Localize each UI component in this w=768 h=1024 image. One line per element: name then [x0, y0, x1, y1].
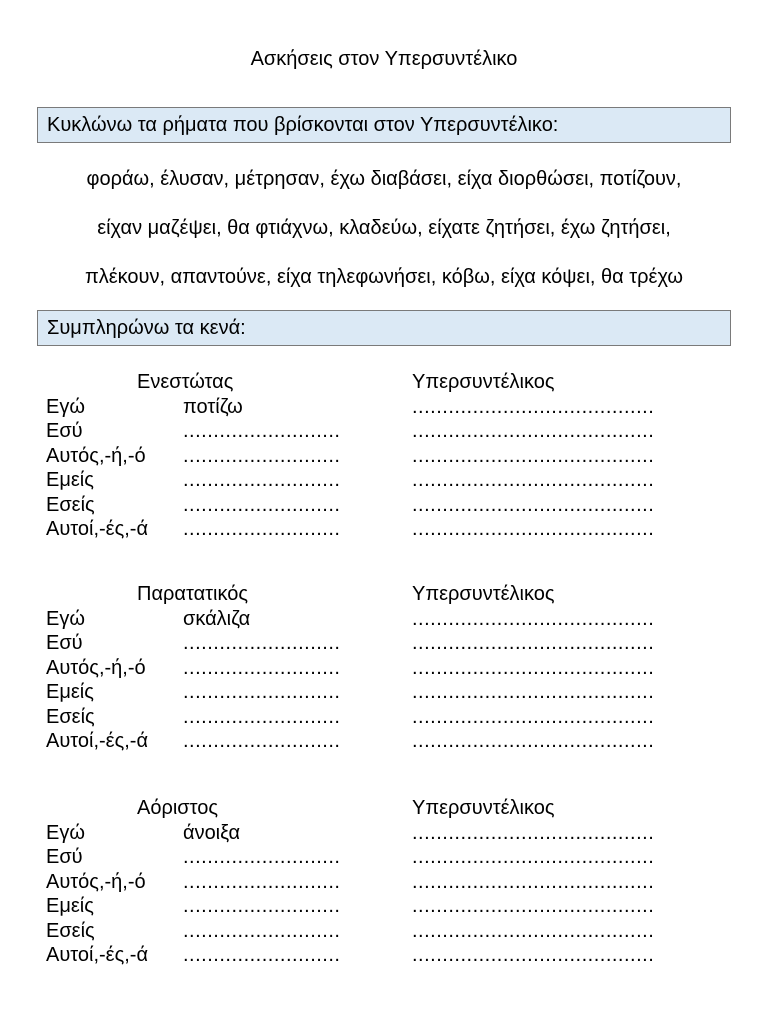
answer-blank[interactable]: ........................................ [412, 895, 655, 917]
pronoun: Αυτός,-ή,-ό [46, 656, 146, 679]
form-blank[interactable]: .......................... [183, 944, 341, 966]
table-header [46, 582, 746, 607]
given-form: σκάλιζα [183, 607, 251, 630]
form-blank[interactable]: .......................... [183, 895, 341, 917]
given-form: άνοιξα [183, 821, 241, 844]
pronoun: Εμείς [46, 895, 94, 917]
table-row [46, 919, 746, 944]
answer-blank[interactable]: ........................................ [412, 493, 655, 516]
fill-blanks-instruction: Συμπληρώνω τα κενά: [37, 310, 731, 346]
table-row [46, 870, 746, 895]
verb-line[interactable]: είχαν μαζέψει, θα φτιάχνω, κλαδεύω, είχατε ζητήσει, έχω ζητήσει, [97, 217, 671, 239]
conjugation-table-imperfect [46, 582, 746, 754]
form-blank[interactable]: .......................... [183, 730, 341, 752]
pronoun: Εσείς [46, 493, 95, 516]
answer-blank[interactable]: ........................................ [412, 821, 655, 844]
table-header [46, 370, 746, 395]
pronoun: Αυτοί,-ές,-ά [46, 518, 149, 540]
table-row [46, 821, 746, 846]
form-blank[interactable]: .......................... [183, 705, 341, 728]
answer-blank[interactable]: ........................................ [412, 919, 655, 942]
form-blank[interactable]: .......................... [183, 420, 341, 442]
pronoun: Εγώ [46, 821, 85, 844]
form-blank[interactable]: .......................... [183, 493, 341, 516]
pronoun: Εσύ [46, 632, 83, 654]
table-row [46, 493, 746, 518]
pronoun: Εσύ [46, 846, 83, 868]
table-row [46, 680, 746, 705]
verb-line[interactable]: πλέκουν, απαντούνε, είχα τηλεφωνήσει, κόβω, είχα κόψει, θα τρέχω [84, 266, 684, 288]
pronoun: Εμείς [46, 469, 94, 491]
verb-list [0, 168, 768, 315]
answer-blank[interactable]: ........................................ [412, 395, 655, 418]
answer-blank[interactable]: ........................................ [412, 420, 655, 442]
form-blank[interactable]: .......................... [183, 656, 341, 679]
table-row [46, 419, 746, 444]
pronoun: Αυτός,-ή,-ό [46, 444, 146, 467]
form-blank[interactable]: .......................... [183, 846, 341, 868]
tense-header: Παρατατικός [137, 583, 248, 605]
pronoun: Εσείς [46, 705, 95, 728]
table-row [46, 656, 746, 681]
form-blank[interactable]: .......................... [183, 919, 341, 942]
table-row [46, 607, 746, 632]
form-blank[interactable]: .......................... [183, 469, 341, 491]
answer-blank[interactable]: ........................................ [412, 656, 655, 679]
answer-blank[interactable]: ........................................ [412, 632, 655, 654]
target-tense-header: Υπερσυντέλικος [412, 371, 555, 393]
answer-blank[interactable]: ........................................ [412, 870, 655, 893]
table-row [46, 729, 746, 754]
pronoun: Αυτοί,-ές,-ά [46, 730, 149, 752]
circle-verbs-instruction: Κυκλώνω τα ρήματα που βρίσκονται στον Υπερσυντέλικο: [37, 107, 731, 143]
target-tense-header: Υπερσυντέλικος [412, 583, 555, 605]
form-blank[interactable]: .......................... [183, 681, 341, 703]
answer-blank[interactable]: ........................................ [412, 944, 655, 966]
answer-blank[interactable]: ........................................ [412, 846, 655, 868]
verb-line[interactable]: φοράω, έλυσαν, μέτρησαν, έχω διαβάσει, είχα διορθώσει, ποτίζουν, [86, 168, 682, 190]
pronoun: Εγώ [46, 607, 85, 630]
table-row [46, 631, 746, 656]
pronoun: Αυτός,-ή,-ό [46, 870, 146, 893]
answer-blank[interactable]: ........................................ [412, 607, 655, 630]
pronoun: Εμείς [46, 681, 94, 703]
given-form: ποτίζω [183, 395, 243, 418]
page-title: Ασκήσεις στον Υπερσυντέλικο [250, 48, 518, 70]
form-blank[interactable]: .......................... [183, 444, 341, 467]
table-row [46, 517, 746, 542]
pronoun: Εγώ [46, 395, 85, 418]
answer-blank[interactable]: ........................................ [412, 681, 655, 703]
answer-blank[interactable]: ........................................ [412, 705, 655, 728]
table-row [46, 845, 746, 870]
conjugation-table-aorist [46, 796, 746, 968]
target-tense-header: Υπερσυντέλικος [412, 797, 555, 819]
table-header [46, 796, 746, 821]
table-row [46, 705, 746, 730]
table-row [46, 444, 746, 469]
table-row [46, 395, 746, 420]
table-row [46, 943, 746, 968]
tense-header: Ενεστώτας [137, 371, 234, 393]
tense-header: Αόριστος [137, 797, 219, 819]
form-blank[interactable]: .......................... [183, 870, 341, 893]
pronoun: Αυτοί,-ές,-ά [46, 944, 149, 966]
conjugation-table-present [46, 370, 746, 542]
pronoun: Εσύ [46, 420, 83, 442]
answer-blank[interactable]: ........................................ [412, 518, 655, 540]
form-blank[interactable]: .......................... [183, 518, 341, 540]
form-blank[interactable]: .......................... [183, 632, 341, 654]
answer-blank[interactable]: ........................................ [412, 444, 655, 467]
table-row [46, 894, 746, 919]
answer-blank[interactable]: ........................................ [412, 730, 655, 752]
table-row [46, 468, 746, 493]
pronoun: Εσείς [46, 919, 95, 942]
answer-blank[interactable]: ........................................ [412, 469, 655, 491]
